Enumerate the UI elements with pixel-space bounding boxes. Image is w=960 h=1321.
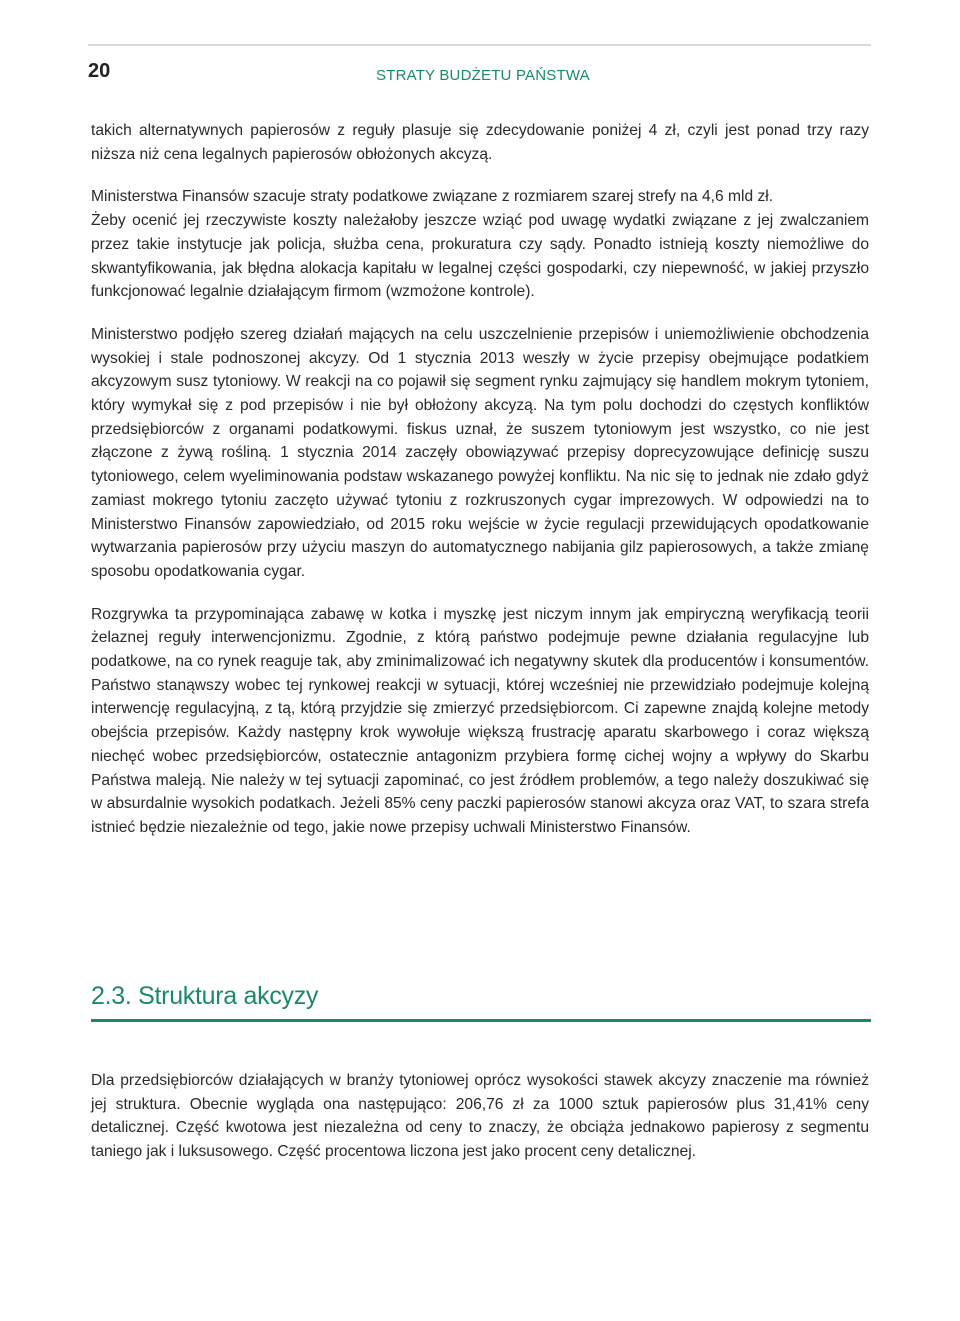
paragraph-intro: takich alternatywnych papierosów z reguły plasuje się zdecydowanie poniżej 4 zł, czyli jest ponad trzy razy niższa niż cena legalnych papierosów obłożonych akcyzą.	[91, 122, 869, 163]
page-number: 20	[88, 60, 111, 82]
section-rule	[91, 1019, 871, 1022]
paragraph-excise-structure: Dla przedsiębiorców działających w branży tytoniowej oprócz wysokości stawek akcyzy znaczenie ma również jej struktura. Obecnie wygląda ona następująco: 206,76 zł za 1000 sztuk papierosów plus 31,41% ceny detalicznej. Część kwotowa jest niezależna od ceny to znaczy, że obciąża jednakowo papierosy z segmentu taniego jak i luksusowego. Część procentowa liczona jest jako procent ceny detalicznej.	[91, 1072, 869, 1161]
paragraph-costs: Żeby ocenić jej rzeczywiste koszty należałoby jeszcze wziąć pod uwagę wydatki związane z jej zwalczaniem przez takie instytucje jak policja, służba cena, prokuratura czy sądy. Ponadto istnieją koszty niemożliwe do skwantyfikowania, jak błędna alokacja kapitału w legalnej części gospodarki, czy niepewność, w jakiej przyszło funkcjonować legalnie działającym firmom (wzmożone kontrole).	[91, 212, 869, 301]
section-text	[91, 1069, 869, 1183]
header-rule	[88, 44, 871, 46]
paragraph-ministry-actions: Ministerstwo podjęło szereg działań mających na celu uszczelnienie przepisów i uniemożliwienie obchodzenia wysokiej i stale podnoszonej akcyzy. Od 1 stycznia 2013 weszły w życie przepisy obejmujące podatkiem akcyzowym susz tytoniowy. W reakcji na co pojawił się segment rynku zajmujący się handlem mokrym tytoniem, który wymykał się z pod przepisów i nie był obłożony akcyzą. Na tym polu dochodzi do częstych konfliktów przedsiębiorców z organami podatkowymi. fiskus uznał, że suszem tytoniowym jest wszystko, co nie jest złączone z żywą rośliną. 1 stycznia 2014 zaczęły obowiązywać przepisy doprecyzowujące definicję suszu tytoniowego, celem wyeliminowania podstaw wskazanego powyżej konfliktu. Na nic się to jednak nie zdało gdyż zamiast mokrego tytoniu zaczęto używać tytoniu z rozkruszonych cygar imprezowych. W odpowiedzi na to Ministerstwo Finansów zapowiedziało, od 2015 roku wejście w życie regulacji przewidujących opodatkowanie wytwarzania papierosów przy użyciu maszyn do automatycznego nabijania gilz papierosowych, a także zmianę sposobu opodatkowania cygar.	[91, 325, 869, 580]
paragraph-interventionism: Rozgrywka ta przypominająca zabawę w kotka i myszkę jest niczym innym jak empiryczną weryfikacją teorii żelaznej reguły interwencjonizmu. Zgodnie, z którą państwo podejmuje pewne działania regulacyjne lub podatkowe, na co rynek reaguje tak, aby zminimalizować ich negatywny skutek dla producentów i konsumentów. Państwo stanąwszy wobec tej rynkowej reakcji w sytuacji, której wcześniej nie przewidziało podejmuje kolejną interwencję regulacyjną, z tą, którą przyjdzie się zmierzyć przedsiębiorcom. Ci zapewne znajdą kolejne metody obejścia przepisów. Każdy następny krok wywołuje większą frustrację aparatu skarbowego i coraz większą niechęć wobec przedsiębiorców, ostatecznie antagonizm przybiera formę cichej wojny a wpływy do Skarbu Państwa maleją. Nie należy w tej sytuacji zapominać, co jest źródłem problemów, a tego należy doszukiwać się w absurdalnie wysokich podatkach. Jeżeli 85% ceny paczki papierosów stanowi akcyza oraz VAT, to szara strefa istnieć będzie niezależnie od tego, jakie nowe przepisy uchwali Ministerstwo Finansów.	[91, 605, 869, 836]
paragraph-losses: Ministerstwa Finansów szacuje straty podatkowe związane z rozmiarem szarej strefy na 4,6 mld zł.	[91, 188, 774, 206]
main-text	[91, 119, 869, 859]
section-heading-block	[91, 982, 871, 1022]
section-title: 2.3. Struktura akcyzy	[91, 982, 319, 1010]
running-header-title: STRATY BUDŻETU PAŃSTWA	[376, 67, 590, 84]
